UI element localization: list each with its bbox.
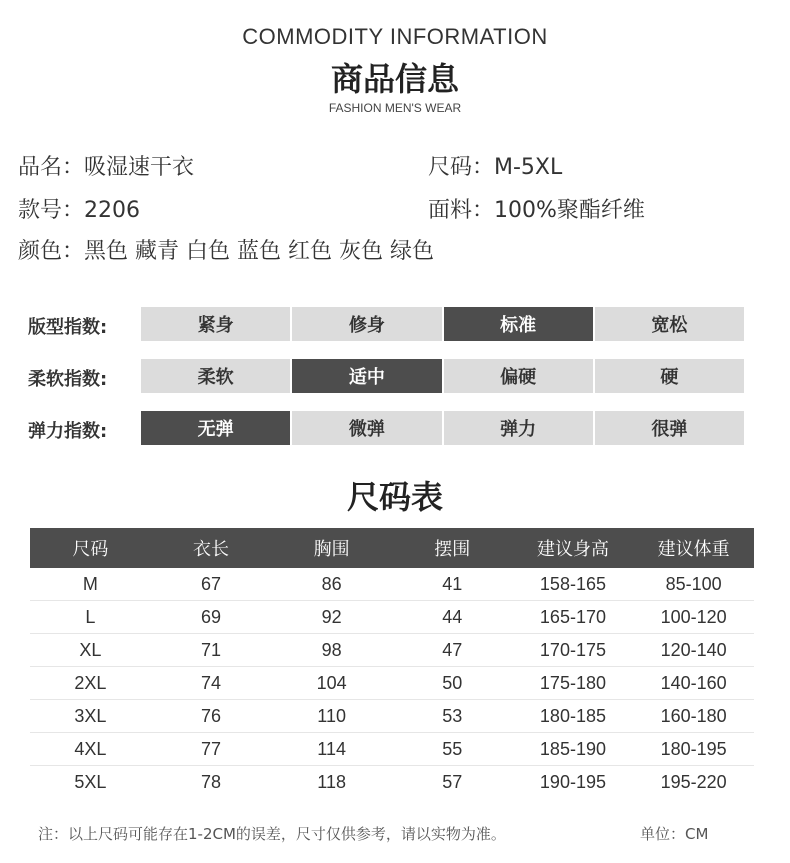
table-cell: 85-100: [633, 568, 754, 601]
table-cell: 140-160: [633, 667, 754, 700]
table-cell: 158-165: [513, 568, 634, 601]
product-name: 品名：吸湿速干衣: [18, 155, 195, 180]
elasticity-option: 很弹: [595, 411, 744, 445]
column-header: 胸围: [271, 528, 392, 568]
product-colors: 颜色：黑色 藏青 白色 蓝色 红色 灰色 绿色: [18, 239, 434, 264]
size-table: [30, 528, 754, 798]
table-cell: 165-170: [513, 601, 634, 634]
table-cell: 2XL: [30, 667, 151, 700]
subtitle: FASHION MEN'S WEAR: [328, 101, 462, 115]
softness-option: 柔软: [141, 359, 290, 393]
softness-index-scale: [141, 359, 744, 393]
table-cell: 160-180: [633, 700, 754, 733]
table-cell: 74: [151, 667, 272, 700]
size-chart-title: 尺码表: [346, 478, 443, 516]
table-cell: 71: [151, 634, 272, 667]
softness-option: 偏硬: [444, 359, 593, 393]
table-cell: 69: [151, 601, 272, 634]
table-row: [30, 634, 754, 667]
table-cell: 104: [271, 667, 392, 700]
table-cell: 170-175: [513, 634, 634, 667]
table-row: [30, 700, 754, 733]
table-cell: 50: [392, 667, 513, 700]
table-row: [30, 568, 754, 601]
column-header: 建议体重: [633, 528, 754, 568]
product-fabric: 面料：100%聚酯纤维: [428, 198, 645, 223]
table-cell: 77: [151, 733, 272, 766]
table-cell: 118: [317, 771, 346, 792]
table-cell: 120-140: [633, 634, 754, 667]
footnote: 注：以上尺码可能存在1-2CM的误差，尺寸仅供参考，请以实物为准。: [38, 825, 506, 843]
column-header: 建议身高: [513, 528, 634, 568]
page-title: 商品信息: [330, 60, 459, 98]
table-cell: 100-120: [633, 601, 754, 634]
table-cell: 55: [392, 733, 513, 766]
table-cell: 86: [271, 568, 392, 601]
table-cell: 41: [392, 568, 513, 601]
softness-index-label: 柔软指数:: [28, 369, 108, 390]
table-cell: XL: [30, 634, 151, 667]
english-title: COMMODITY INFORMATION: [242, 24, 548, 49]
table-row: [30, 667, 754, 700]
fit-option: 宽松: [595, 307, 744, 341]
fit-option: 修身: [292, 307, 441, 341]
elasticity-index-scale: [141, 411, 744, 445]
table-cell: 110: [271, 700, 392, 733]
table-cell: 3XL: [30, 700, 151, 733]
table-cell: 47: [392, 634, 513, 667]
table-cell: 67: [151, 568, 272, 601]
elasticity-index-label: 弹力指数:: [28, 421, 108, 442]
fit-index-scale: [141, 307, 744, 341]
product-size-range: 尺码：M-5XL: [428, 155, 563, 180]
table-cell: 44: [392, 601, 513, 634]
table-cell: 5XL: [74, 771, 107, 792]
unit-label: 单位：CM: [640, 825, 709, 843]
table-cell: 98: [271, 634, 392, 667]
table-header-row: [30, 528, 754, 568]
table-cell: L: [30, 601, 151, 634]
table-row: [30, 733, 754, 766]
table-cell: 185-190: [513, 733, 634, 766]
table-cell: 78: [200, 771, 221, 792]
table-cell: 114: [271, 733, 392, 766]
elasticity-option-selected: 无弹: [141, 411, 290, 445]
table-cell: 4XL: [30, 733, 151, 766]
table-cell: 57: [442, 771, 463, 792]
softness-option-selected: 适中: [292, 359, 441, 393]
fit-option: 紧身: [141, 307, 290, 341]
table-cell: 180-185: [513, 700, 634, 733]
fit-index-label: 版型指数:: [28, 317, 108, 338]
table-row: [30, 601, 754, 634]
column-header: 尺码: [30, 528, 151, 568]
elasticity-option: 弹力: [444, 411, 593, 445]
table-cell: 92: [271, 601, 392, 634]
column-header: 摆围: [392, 528, 513, 568]
table-cell: 76: [151, 700, 272, 733]
table-cell: 175-180: [513, 667, 634, 700]
elasticity-option: 微弹: [292, 411, 441, 445]
table-row: [30, 766, 754, 799]
table-cell: 190-195: [539, 771, 606, 792]
product-model: 款号：2206: [18, 198, 140, 223]
table-cell: 53: [392, 700, 513, 733]
fit-option-selected: 标准: [444, 307, 593, 341]
table-cell: 180-195: [633, 733, 754, 766]
column-header: 衣长: [151, 528, 272, 568]
softness-option: 硬: [595, 359, 744, 393]
table-cell: M: [30, 568, 151, 601]
table-cell: 195-220: [660, 771, 727, 792]
